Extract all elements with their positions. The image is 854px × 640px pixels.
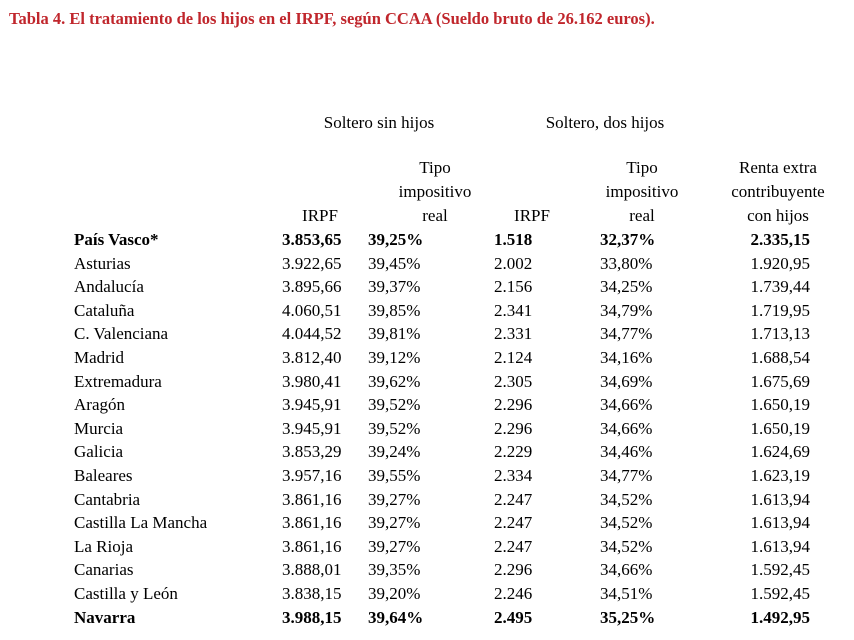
tipo-sin-hijos-cell: 39,55% [368, 465, 421, 485]
table-row [74, 606, 810, 630]
renta-extra-cell: 1.688,54 [750, 347, 810, 367]
irpf-sin-hijos-cell: 3.861,16 [282, 513, 342, 533]
irpf-sin-hijos-cell: 3.861,16 [282, 489, 342, 509]
irpf-sin-hijos-cell: 3.888,01 [282, 560, 342, 580]
table-row [74, 511, 810, 535]
table-row [74, 558, 810, 582]
renta-extra-cell: 1.613,94 [750, 536, 810, 556]
ccaa-cell: Aragón [74, 395, 125, 415]
tipo-dos-hijos-cell: 32,37% [600, 230, 656, 249]
renta-extra-cell: 1.713,13 [750, 324, 810, 344]
renta-extra-cell: 1.592,45 [750, 583, 810, 603]
tipo-dos-hijos-cell: 35,25% [600, 607, 656, 627]
renta-extra-cell: 1.613,94 [750, 513, 810, 533]
renta-extra-cell: 1.650,19 [750, 418, 810, 438]
irpf-dos-hijos-cell: 2.002 [494, 253, 533, 273]
irpf-dos-hijos-cell: 2.247 [494, 489, 533, 509]
col-header-irpf-1: IRPF [302, 206, 338, 225]
tipo-sin-hijos-cell: 39,27% [368, 536, 421, 556]
irpf-sin-hijos-cell: 3.988,15 [282, 607, 342, 627]
tipo-sin-hijos-cell: 39,24% [368, 442, 421, 462]
renta-extra-cell: 1.492,95 [750, 607, 810, 627]
irpf-dos-hijos-cell: 2.334 [494, 465, 533, 485]
irpf-dos-hijos-cell: 2.296 [494, 560, 533, 580]
tipo-dos-hijos-cell: 34,46% [600, 442, 653, 462]
tipo-sin-hijos-cell: 39,85% [368, 300, 421, 320]
ccaa-cell: Cantabria [74, 489, 141, 509]
ccaa-cell: País Vasco* [74, 230, 159, 249]
tipo-dos-hijos-cell: 34,77% [600, 465, 653, 485]
table-row [74, 228, 810, 252]
irpf-sin-hijos-cell: 3.922,65 [282, 253, 342, 273]
ccaa-cell: Madrid [74, 347, 125, 367]
tipo-dos-hijos-cell: 34,16% [600, 347, 653, 367]
renta-extra-cell: 1.920,95 [750, 253, 810, 273]
irpf-dos-hijos-cell: 2.495 [494, 607, 533, 627]
tipo-sin-hijos-cell: 39,27% [368, 513, 421, 533]
irpf-sin-hijos-cell: 3.853,29 [282, 442, 342, 462]
renta-extra-cell: 1.675,69 [750, 371, 810, 391]
tipo-sin-hijos-cell: 39,27% [368, 489, 421, 509]
renta-extra-cell: 1.624,69 [750, 442, 810, 462]
irpf-sin-hijos-cell: 3.945,91 [282, 418, 342, 438]
col-header-irpf-2: IRPF [514, 206, 550, 225]
table-row [74, 322, 810, 346]
ccaa-cell: La Rioja [74, 536, 134, 556]
tipo-sin-hijos-cell: 39,52% [368, 395, 421, 415]
tipo-dos-hijos-cell: 34,52% [600, 513, 653, 533]
tipo-dos-hijos-cell: 34,79% [600, 300, 653, 320]
ccaa-cell: Cataluña [74, 300, 135, 320]
irpf-sin-hijos-cell: 3.895,66 [282, 277, 342, 297]
renta-extra-cell: 1.739,44 [750, 277, 810, 297]
tipo-sin-hijos-cell: 39,64% [368, 607, 424, 627]
col-header-tipo-2 [590, 156, 694, 228]
col-header-tipo-1-line3: real [422, 206, 448, 225]
tipo-dos-hijos-cell: 33,80% [600, 253, 653, 273]
tipo-sin-hijos-cell: 39,81% [368, 324, 421, 344]
tipo-sin-hijos-cell: 39,35% [368, 560, 421, 580]
col-header-tipo-2-line1: Tipo [626, 158, 658, 177]
renta-extra-cell: 2.335,15 [750, 230, 810, 249]
renta-extra-cell: 1.613,94 [750, 489, 810, 509]
irpf-dos-hijos-cell: 2.296 [494, 395, 533, 415]
col-header-tipo-1 [383, 156, 487, 228]
group-header-soltero-dos-hijos: Soltero, dos hijos [545, 113, 665, 132]
irpf-dos-hijos-cell: 2.296 [494, 418, 533, 438]
irpf-dos-hijos-cell: 2.156 [494, 277, 533, 297]
tipo-sin-hijos-cell: 39,25% [368, 230, 424, 249]
table-title: Tabla 4. El tratamiento de los hijos en el IRPF, según CCAA (Sueldo bruto de 26.162 euros). [9, 9, 655, 28]
renta-extra-cell: 1.592,45 [750, 560, 810, 580]
renta-extra-cell: 1.650,19 [750, 395, 810, 415]
irpf-dos-hijos-cell: 2.341 [494, 300, 533, 320]
irpf-dos-hijos-cell: 2.229 [494, 442, 533, 462]
irpf-sin-hijos-cell: 4.044,52 [282, 324, 342, 344]
tipo-sin-hijos-cell: 39,45% [368, 253, 421, 273]
tipo-dos-hijos-cell: 34,51% [600, 583, 653, 603]
ccaa-cell: Asturias [74, 253, 131, 273]
col-header-renta-line1: Renta extra [739, 158, 817, 177]
irpf-sin-hijos-cell: 3.957,16 [282, 465, 342, 485]
col-header-tipo-1-line1: Tipo [419, 158, 451, 177]
renta-extra-cell: 1.623,19 [750, 465, 810, 485]
col-header-tipo-2-line2: impositivo [605, 182, 679, 201]
irpf-dos-hijos-cell: 1.518 [494, 230, 533, 249]
tipo-sin-hijos-cell: 39,12% [368, 347, 421, 367]
ccaa-cell: Galicia [74, 442, 124, 462]
col-header-renta-line2: contribuyente [731, 182, 825, 201]
data-table [74, 228, 810, 629]
tipo-dos-hijos-cell: 34,25% [600, 277, 653, 297]
col-header-tipo-2-line3: real [629, 206, 655, 225]
tipo-dos-hijos-cell: 34,77% [600, 324, 653, 344]
table-row [74, 488, 810, 512]
tipo-dos-hijos-cell: 34,52% [600, 536, 653, 556]
ccaa-cell: Navarra [74, 607, 136, 627]
col-header-renta-line3: con hijos [747, 206, 809, 225]
ccaa-cell: Andalucía [74, 277, 144, 297]
ccaa-cell: Baleares [74, 465, 133, 485]
irpf-sin-hijos-cell: 3.980,41 [282, 371, 342, 391]
irpf-dos-hijos-cell: 2.247 [494, 513, 533, 533]
table-body [74, 228, 810, 629]
ccaa-cell: Castilla y León [74, 583, 178, 603]
irpf-sin-hijos-cell: 3.838,15 [282, 583, 342, 603]
ccaa-cell: Murcia [74, 418, 124, 438]
ccaa-cell: Canarias [74, 560, 134, 580]
table-row [74, 252, 810, 276]
tipo-dos-hijos-cell: 34,66% [600, 395, 653, 415]
ccaa-cell: Castilla La Mancha [74, 513, 208, 533]
irpf-dos-hijos-cell: 2.246 [494, 583, 533, 603]
tipo-dos-hijos-cell: 34,52% [600, 489, 653, 509]
irpf-dos-hijos-cell: 2.247 [494, 536, 533, 556]
irpf-sin-hijos-cell: 3.853,65 [282, 230, 342, 249]
table-row [74, 440, 810, 464]
table-row [74, 299, 810, 323]
tipo-dos-hijos-cell: 34,66% [600, 418, 653, 438]
ccaa-cell: Extremadura [74, 371, 162, 391]
col-header-tipo-1-line2: impositivo [398, 182, 472, 201]
renta-extra-cell: 1.719,95 [750, 300, 810, 320]
irpf-sin-hijos-cell: 3.861,16 [282, 536, 342, 556]
irpf-sin-hijos-cell: 4.060,51 [282, 300, 342, 320]
table-row [74, 346, 810, 370]
table-row [74, 275, 810, 299]
irpf-sin-hijos-cell: 3.812,40 [282, 347, 342, 367]
table-row [74, 393, 810, 417]
table-row [74, 464, 810, 488]
irpf-dos-hijos-cell: 2.124 [494, 347, 533, 367]
col-header-renta [712, 156, 844, 228]
table-row [74, 535, 810, 559]
irpf-dos-hijos-cell: 2.331 [494, 324, 533, 344]
tipo-dos-hijos-cell: 34,66% [600, 560, 653, 580]
irpf-dos-hijos-cell: 2.305 [494, 371, 533, 391]
tipo-sin-hijos-cell: 39,62% [368, 371, 421, 391]
tipo-sin-hijos-cell: 39,37% [368, 277, 421, 297]
group-header-soltero-sin-hijos: Soltero sin hijos [323, 113, 435, 132]
table-row [74, 582, 810, 606]
table-row [74, 370, 810, 394]
ccaa-cell: C. Valenciana [74, 324, 169, 344]
tipo-dos-hijos-cell: 34,69% [600, 371, 653, 391]
table-row [74, 417, 810, 441]
tipo-sin-hijos-cell: 39,20% [368, 583, 421, 603]
irpf-sin-hijos-cell: 3.945,91 [282, 395, 342, 415]
tipo-sin-hijos-cell: 39,52% [368, 418, 421, 438]
